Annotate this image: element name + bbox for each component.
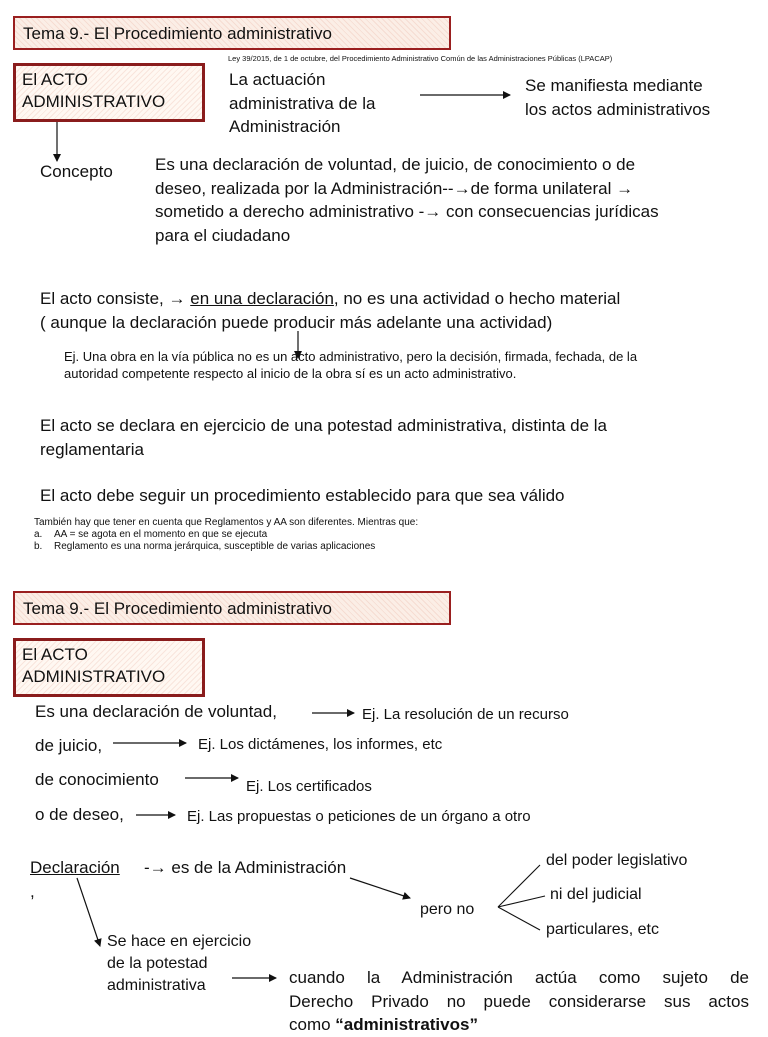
actuacion-line: La actuación [229,70,326,89]
acto-box-line: El ACTO [22,645,88,664]
note-marker: b. [34,541,43,552]
example-line: Ej. Una obra en la vía pública no es un acto administrativo, pero la decisión, firmada, fechada, de la [64,349,638,364]
note-intro: También hay que tener en cuenta que Reglamentos y AA son diferentes. Mientras que: [34,517,419,528]
procedimiento-text: El acto debe seguir un procedimiento establecido para que sea válido [40,486,565,505]
branch-line-judicial [498,896,545,907]
potestad-line: El acto se declara en ejercicio de una potestad administrativa, distinta de la [40,416,607,435]
ejemplo-conocimiento: Ej. Los certificados [246,778,372,795]
potestad-line: reglamentaria [40,439,144,459]
privado-bold: “administrativos” [335,1015,478,1034]
concepto-label: Concepto [40,162,113,181]
declaracion-voluntad: Es una declaración de voluntad, [35,702,277,721]
arrow-administracion-to-pero-no [350,878,410,898]
ejemplo-voluntad: Ej. La resolución de un recurso [362,706,569,723]
consiste-line-2: ( aunque la declaración puede producir más adelante una actividad) [40,312,553,332]
potestad2-line: de la potestad [107,955,208,972]
acto-box-line: ADMINISTRATIVO [22,92,166,111]
potestad2-line: Se hace en ejercicio [107,933,252,950]
concepto-line: para el ciudadano [155,225,291,245]
arrow-declaracion-to-potestad [77,878,100,946]
branch-particulares: particulares, etc [546,921,659,938]
potestad2-line: administrativa [107,977,206,994]
branch-legislativo: del poder legislativo [546,852,688,869]
ejemplo-deseo: Ej. Las propuestas o peticiones de un órgano a otro [187,808,531,825]
concepto-line: deseo, realizada por la Administración--→de forma unilateral → [155,178,634,198]
actuacion-line: administrativa de la [229,93,376,113]
consiste-underlined: en una declaración [190,289,334,308]
example-line: autoridad competente respecto al inicio de la obra sí es un acto administrativo. [64,366,517,381]
declaracion-word: Declaración [30,858,120,877]
concepto-line: sometido a derecho administrativo -→ con consecuencias jurídicas [155,202,659,221]
manifiesta-line: Se manifiesta mediante [525,76,703,95]
note-item-text: AA = se agota en el momento en que se ejecuta [54,529,268,540]
acto-box-line: ADMINISTRATIVO [22,667,166,686]
declaracion-deseo: o de deseo, [35,805,124,824]
acto-box-line: El ACTO [22,70,88,89]
consiste-post: , no es una actividad o hecho material [333,289,621,308]
ejemplo-juicio: Ej. Los dictámenes, los informes, etc [198,736,443,753]
actuacion-line: Administración [229,117,341,136]
branch-judicial: ni del judicial [550,886,642,903]
declaracion-juicio: de juicio, [35,736,103,755]
declaracion-comma: , [30,882,35,901]
privado-line: Derecho Privado no puede considerarse sus actos [289,991,749,1011]
law-reference: Ley 39/2015, de 1 de octubre, del Procedimiento Administrativo Común de las Administraciones Públicas (LPACAP) [228,54,613,63]
declaracion-conocimiento: de conocimiento [35,770,159,789]
concepto-line: Es una declaración de voluntad, de juicio, de conocimiento o de [155,155,636,174]
es-de-administracion: -→ es de la Administración [144,858,347,877]
branch-line-particulares [498,907,540,930]
branch-line-legislativo [498,865,540,907]
privado-line: cuando la Administración actúa como sujeto de [289,968,749,987]
consiste-pre: El acto consiste, → [40,289,191,308]
slide1-title-text: Tema 9.- El Procedimiento administrativo [23,24,332,43]
manifiesta-line: los actos administrativos [525,99,711,119]
slide2-title-text: Tema 9.- El Procedimiento administrativo [23,599,332,618]
pero-no-text: pero no [420,901,475,918]
note-marker: a. [34,529,43,540]
note-item-text: Reglamento es una norma jerárquica, susceptible de varias aplicaciones [54,541,376,552]
privado-pre: como [289,1015,336,1034]
